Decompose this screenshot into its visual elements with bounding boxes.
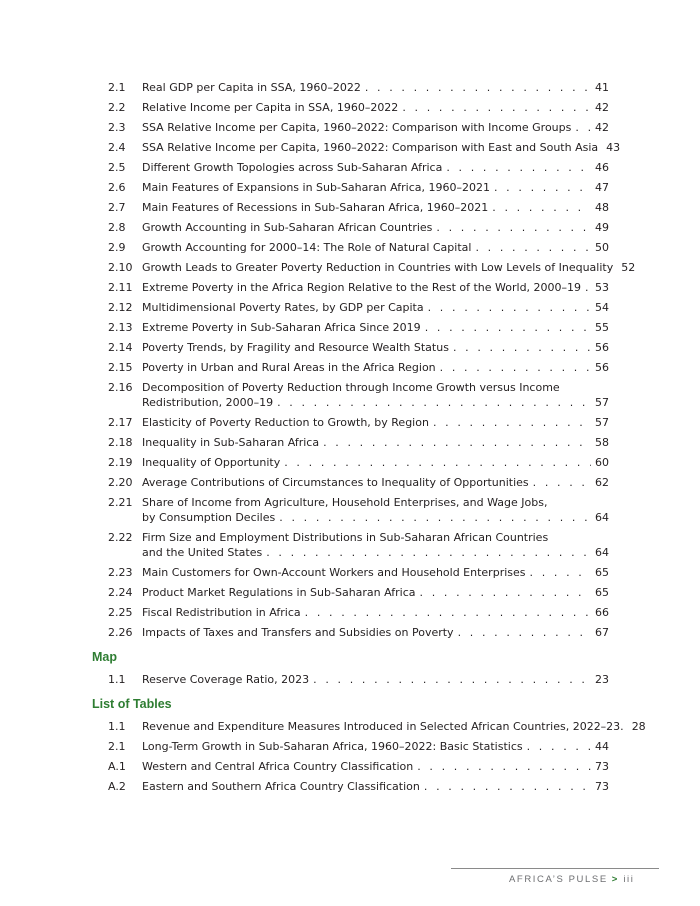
figures-list — [92, 80, 636, 640]
figure-entry[interactable] — [92, 180, 609, 195]
table-title: Eastern and Southern Africa Country Classification — [142, 780, 420, 793]
dot-leader — [530, 565, 592, 580]
figure-page-number: 56 — [595, 361, 609, 374]
figure-page-number: 67 — [595, 626, 609, 639]
figure-entry[interactable] — [92, 80, 609, 95]
figure-number: 2.16 — [108, 381, 133, 394]
running-footer — [509, 874, 634, 885]
figure-number: 2.18 — [108, 436, 133, 449]
figure-page-number: 55 — [595, 321, 609, 334]
figure-entry[interactable] — [92, 160, 609, 175]
figure-number: 2.3 — [108, 121, 126, 134]
dot-leader — [492, 200, 591, 215]
figure-title: Firm Size and Employment Distributions in Sub-Saharan African Countries — [142, 531, 549, 544]
figure-entry[interactable] — [92, 100, 609, 115]
figure-title: Extreme Poverty in the Africa Region Relative to the Rest of the World, 2000–19 — [142, 281, 582, 294]
figure-title: by Consumption Deciles — [142, 511, 276, 524]
figure-entry[interactable] — [92, 435, 609, 450]
figure-number: 2.4 — [108, 141, 126, 154]
table-number: 1.1 — [108, 720, 126, 733]
footer-rule — [451, 868, 659, 869]
figure-entry[interactable] — [92, 120, 609, 135]
dot-leader — [446, 160, 591, 175]
figure-page-number: 46 — [595, 161, 609, 174]
dot-leader — [323, 435, 591, 450]
footer-title: AFRICA’S PULSE — [509, 874, 608, 885]
map-number: 1.1 — [108, 673, 126, 686]
figure-number: 2.17 — [108, 416, 133, 429]
figure-page-number: 50 — [595, 241, 609, 254]
figure-page-number: 57 — [595, 396, 609, 409]
figure-number: 2.23 — [108, 566, 133, 579]
figure-entry[interactable] — [92, 340, 609, 355]
figure-entry[interactable] — [92, 140, 621, 155]
table-title: Long-Term Growth in Sub-Saharan Africa, 1960–2022: Basic Statistics — [142, 740, 523, 753]
figure-page-number: 42 — [595, 101, 609, 114]
tables-list — [92, 719, 646, 794]
dot-leader — [575, 120, 591, 135]
figure-entry[interactable] — [92, 455, 609, 470]
map-title: Reserve Coverage Ratio, 2023 — [142, 673, 310, 686]
figure-number: 2.19 — [108, 456, 133, 469]
figure-number: 2.10 — [108, 261, 133, 274]
figure-title: SSA Relative Income per Capita, 1960–2022: Comparison with East and South Asia — [142, 141, 599, 154]
figure-page-number: 41 — [595, 81, 609, 94]
dot-leader — [277, 395, 591, 410]
figure-page-number: 58 — [595, 436, 609, 449]
dot-leader — [428, 300, 591, 315]
figure-title: Poverty in Urban and Rural Areas in the Africa Region — [142, 361, 436, 374]
figure-number: 2.6 — [108, 181, 126, 194]
figure-number: 2.8 — [108, 221, 126, 234]
figure-number: 2.11 — [108, 281, 133, 294]
figure-title: and the United States — [142, 546, 263, 559]
chevron-right-icon: > — [611, 874, 618, 885]
figure-entry[interactable] — [92, 565, 609, 580]
figure-title: Main Customers for Own-Account Workers and Household Enterprises — [142, 566, 526, 579]
figure-page-number: 43 — [606, 141, 621, 154]
figure-title: Different Growth Topologies across Sub-Saharan Africa — [142, 161, 443, 174]
dot-leader — [585, 280, 591, 295]
maps-list — [92, 672, 609, 687]
table-title: Revenue and Expenditure Measures Introduced in Selected African Countries, 2022–23. — [142, 720, 624, 733]
figure-page-number: 66 — [595, 606, 609, 619]
figure-page-number: 65 — [595, 566, 609, 579]
figure-entry[interactable] — [92, 625, 609, 640]
figure-number: 2.26 — [108, 626, 133, 639]
dot-leader — [527, 739, 591, 754]
figure-page-number: 52 — [621, 261, 636, 274]
dot-leader — [458, 625, 591, 640]
figure-page-number: 48 — [595, 201, 609, 214]
figure-title: Fiscal Redistribution in Africa — [142, 606, 301, 619]
map-page-number: 23 — [595, 673, 609, 686]
figure-page-number: 64 — [595, 546, 609, 559]
table-entry[interactable] — [92, 779, 609, 794]
figure-number: 2.13 — [108, 321, 133, 334]
figure-title: Main Features of Expansions in Sub-Saharan Africa, 1960–2021 — [142, 181, 490, 194]
tables-heading: List of Tables — [92, 697, 172, 711]
dot-leader — [433, 415, 591, 430]
footer-page-number: iii — [623, 874, 635, 885]
dot-leader — [424, 779, 591, 794]
figure-page-number: 64 — [595, 511, 609, 524]
figure-page-number: 42 — [595, 121, 609, 134]
dot-leader — [494, 180, 591, 195]
map-entry[interactable] — [92, 672, 609, 687]
dot-leader — [313, 672, 591, 687]
dot-leader — [305, 605, 591, 620]
dot-leader — [453, 340, 591, 355]
table-entry[interactable] — [92, 759, 609, 774]
figure-title: SSA Relative Income per Capita, 1960–2022: Comparison with Income Groups — [142, 121, 572, 134]
figure-entry[interactable] — [92, 200, 609, 215]
figure-title: Elasticity of Poverty Reduction to Growth, by Region — [142, 416, 429, 429]
figure-title: Redistribution, 2000–19 — [142, 396, 274, 409]
figure-entry[interactable] — [92, 220, 609, 235]
figure-number: 2.5 — [108, 161, 126, 174]
table-title: Western and Central Africa Country Classification — [142, 760, 414, 773]
figure-title: Real GDP per Capita in SSA, 1960–2022 — [142, 81, 361, 94]
figure-entry[interactable] — [92, 495, 609, 525]
dot-leader — [420, 585, 591, 600]
figure-number: 2.1 — [108, 81, 126, 94]
dot-leader — [266, 545, 591, 560]
figure-number: 2.22 — [108, 531, 133, 544]
figure-title: Impacts of Taxes and Transfers and Subsidies on Poverty — [142, 626, 454, 639]
dot-leader — [440, 360, 591, 375]
table-page-number: 28 — [631, 720, 646, 733]
figure-entry[interactable] — [92, 320, 609, 335]
dot-leader — [436, 220, 591, 235]
dot-leader — [533, 475, 591, 490]
dot-leader — [284, 455, 591, 470]
figure-title: Extreme Poverty in Sub-Saharan Africa Since 2019 — [142, 321, 421, 334]
figure-page-number: 57 — [595, 416, 609, 429]
dot-leader — [425, 320, 591, 335]
figure-number: 2.25 — [108, 606, 133, 619]
figure-number: 2.14 — [108, 341, 133, 354]
figure-title: Share of Income from Agriculture, Household Enterprises, and Wage Jobs, — [142, 496, 548, 509]
dot-leader — [279, 510, 591, 525]
table-page-number: 73 — [595, 780, 609, 793]
figure-title: Growth Accounting for 2000–14: The Role of Natural Capital — [142, 241, 472, 254]
table-entry[interactable] — [92, 739, 609, 754]
dot-leader — [402, 100, 591, 115]
figure-number: 2.12 — [108, 301, 133, 314]
figure-title: Product Market Regulations in Sub-Saharan Africa — [142, 586, 416, 599]
figure-page-number: 56 — [595, 341, 609, 354]
dot-leader — [417, 759, 591, 774]
figure-entry[interactable] — [92, 260, 636, 275]
toc-list — [92, 80, 646, 799]
figure-page-number: 54 — [595, 301, 609, 314]
figure-title: Relative Income per Capita in SSA, 1960–2022 — [142, 101, 399, 114]
table-number: 2.1 — [108, 740, 126, 753]
table-entry[interactable] — [92, 719, 646, 734]
figure-page-number: 65 — [595, 586, 609, 599]
figure-entry[interactable] — [92, 360, 609, 375]
table-number: A.1 — [108, 760, 126, 773]
figure-entry[interactable] — [92, 530, 609, 560]
figure-page-number: 62 — [595, 476, 609, 489]
figure-entry[interactable] — [92, 475, 609, 490]
figure-entry[interactable] — [92, 300, 609, 315]
figure-number: 2.15 — [108, 361, 133, 374]
figure-number: 2.24 — [108, 586, 133, 599]
figure-title: Decomposition of Poverty Reduction through Income Growth versus Income — [142, 381, 560, 394]
figure-title: Inequality of Opportunity — [142, 456, 281, 469]
table-page-number: 44 — [595, 740, 609, 753]
table-number: A.2 — [108, 780, 126, 793]
figure-page-number: 60 — [595, 456, 609, 469]
figure-page-number: 53 — [595, 281, 609, 294]
figure-number: 2.20 — [108, 476, 133, 489]
map-heading: Map — [92, 650, 117, 664]
figure-title: Average Contributions of Circumstances to Inequality of Opportunities — [142, 476, 529, 489]
figure-title: Poverty Trends, by Fragility and Resource Wealth Status — [142, 341, 449, 354]
figure-entry[interactable] — [92, 415, 609, 430]
figure-entry[interactable] — [92, 280, 609, 295]
dot-leader — [475, 240, 591, 255]
figure-entry[interactable] — [92, 605, 609, 620]
figure-number: 2.9 — [108, 241, 126, 254]
figure-title: Inequality in Sub-Saharan Africa — [142, 436, 320, 449]
figure-entry[interactable] — [92, 240, 609, 255]
table-page-number: 73 — [595, 760, 609, 773]
figure-page-number: 47 — [595, 181, 609, 194]
figure-title: Growth Leads to Greater Poverty Reduction in Countries with Low Levels of Inequality — [142, 261, 614, 274]
figure-title: Multidimensional Poverty Rates, by GDP per Capita — [142, 301, 424, 314]
figure-entry[interactable] — [92, 380, 609, 410]
figure-page-number: 49 — [595, 221, 609, 234]
dot-leader — [365, 80, 591, 95]
figure-title: Growth Accounting in Sub-Saharan African Countries — [142, 221, 433, 234]
figure-number: 2.21 — [108, 496, 133, 509]
figure-title: Main Features of Recessions in Sub-Saharan Africa, 1960–2021 — [142, 201, 489, 214]
figure-number: 2.7 — [108, 201, 126, 214]
figure-number: 2.2 — [108, 101, 126, 114]
figure-entry[interactable] — [92, 585, 609, 600]
